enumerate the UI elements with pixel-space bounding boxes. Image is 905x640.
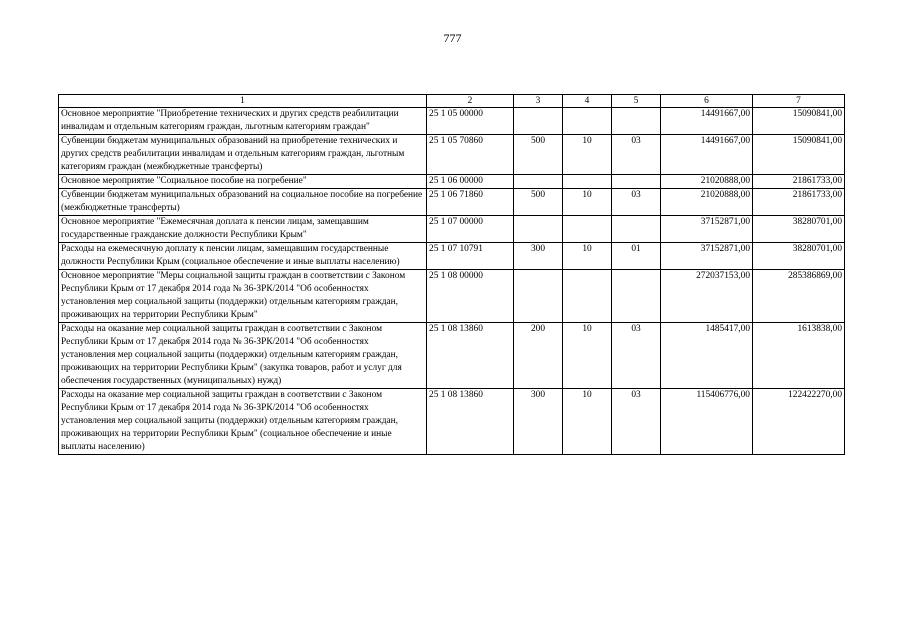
column-header: 7 xyxy=(753,95,845,108)
row-sum-col6: 1485417,00 xyxy=(661,323,753,389)
row-sum-col6: 21020888,00 xyxy=(661,175,753,189)
row-sum-col6: 272037153,00 xyxy=(661,270,753,323)
row-rz: 10 xyxy=(563,243,612,270)
row-sum-col6: 14491667,00 xyxy=(661,108,753,135)
row-code: 25 1 08 13860 xyxy=(427,323,514,389)
row-rz: 10 xyxy=(563,189,612,216)
row-name: Субвенции бюджетам муниципальных образований на социальное пособие на погребение (межбюджетные трансферты) xyxy=(59,189,427,216)
row-rz: 10 xyxy=(563,389,612,455)
row-sum-col7: 122422270,00 xyxy=(753,389,845,455)
row-vr xyxy=(514,175,563,189)
row-sum-col7: 21861733,00 xyxy=(753,175,845,189)
column-header: 2 xyxy=(427,95,514,108)
row-code: 25 1 07 00000 xyxy=(427,216,514,243)
row-pr: 03 xyxy=(612,323,661,389)
table-row xyxy=(59,108,845,135)
row-rz: 10 xyxy=(563,135,612,175)
row-sum-col6: 21020888,00 xyxy=(661,189,753,216)
row-rz xyxy=(563,108,612,135)
row-vr: 500 xyxy=(514,135,563,175)
row-vr xyxy=(514,108,563,135)
row-pr xyxy=(612,108,661,135)
header-row xyxy=(59,95,845,108)
row-sum-col7: 15090841,00 xyxy=(753,108,845,135)
row-vr xyxy=(514,216,563,243)
row-pr xyxy=(612,270,661,323)
row-sum-col7: 38280701,00 xyxy=(753,243,845,270)
row-name: Расходы на ежемесячную доплату к пенсии лицам, замещавшим государственные должности Республики Крым (социальное обеспечение и иные выплаты населению) xyxy=(59,243,427,270)
table-row xyxy=(59,135,845,175)
table-row xyxy=(59,389,845,455)
column-header: 4 xyxy=(563,95,612,108)
row-code: 25 1 07 10791 xyxy=(427,243,514,270)
row-name: Основное мероприятие "Ежемесячная доплата к пенсии лицам, замещавшим государственные гражданские должности Республики Крым" xyxy=(59,216,427,243)
table-row xyxy=(59,216,845,243)
column-header: 1 xyxy=(59,95,427,108)
budget-table xyxy=(58,94,845,455)
row-name: Основное мероприятие "Меры социальной защиты граждан в соответствии с Законом Республики Крым от 17 декабря 2014 года № 36-ЗРК/2014 "Об особенностях установления мер социальной защиты (поддержки) отдельным категориям граждан, проживающих на территории Республики Крым" xyxy=(59,270,427,323)
row-rz xyxy=(563,175,612,189)
row-sum-col6: 115406776,00 xyxy=(661,389,753,455)
table-row xyxy=(59,189,845,216)
row-vr xyxy=(514,270,563,323)
row-pr xyxy=(612,216,661,243)
table-row xyxy=(59,270,845,323)
row-vr: 300 xyxy=(514,389,563,455)
column-header: 5 xyxy=(612,95,661,108)
row-code: 25 1 08 00000 xyxy=(427,270,514,323)
row-name: Субвенции бюджетам муниципальных образований на приобретение технических и других средств реабилитации инвалидам и отдельным категориям граждан, льготным категориям граждан (межбюджетные трансферты) xyxy=(59,135,427,175)
row-vr: 200 xyxy=(514,323,563,389)
row-code: 25 1 08 13860 xyxy=(427,389,514,455)
row-rz xyxy=(563,216,612,243)
row-sum-col7: 1613838,00 xyxy=(753,323,845,389)
table-row xyxy=(59,243,845,270)
row-sum-col6: 37152871,00 xyxy=(661,243,753,270)
row-pr: 01 xyxy=(612,243,661,270)
row-code: 25 1 05 00000 xyxy=(427,108,514,135)
table-row xyxy=(59,323,845,389)
row-pr: 03 xyxy=(612,389,661,455)
row-pr: 03 xyxy=(612,189,661,216)
row-name: Расходы на оказание мер социальной защиты граждан в соответствии с Законом Республики Крым от 17 декабря 2014 года № 36-ЗРК/2014 "Об особенностях установления мер социальной защиты (поддержки) отдельным категориям граждан, проживающих на территории Республики Крым" (закупка товаров, работ и услуг для обеспечения государственных (муниципальных) нужд) xyxy=(59,323,427,389)
row-vr: 500 xyxy=(514,189,563,216)
row-pr: 03 xyxy=(612,135,661,175)
column-header: 6 xyxy=(661,95,753,108)
row-rz: 10 xyxy=(563,323,612,389)
page-number: 777 xyxy=(443,31,462,45)
row-name: Расходы на оказание мер социальной защиты граждан в соответствии с Законом Республики Крым от 17 декабря 2014 года № 36-ЗРК/2014 "Об особенностях установления мер социальной защиты (поддержки) отдельным категориям граждан, проживающих на территории Республики Крым" (социальное обеспечение и иные выплаты населению) xyxy=(59,389,427,455)
row-pr xyxy=(612,175,661,189)
row-code: 25 1 06 00000 xyxy=(427,175,514,189)
row-code: 25 1 06 71860 xyxy=(427,189,514,216)
row-vr: 300 xyxy=(514,243,563,270)
row-name: Основное мероприятие "Приобретение технических и других средств реабилитации инвалидам и отдельным категориям граждан, льготным категориям граждан" xyxy=(59,108,427,135)
row-sum-col6: 37152871,00 xyxy=(661,216,753,243)
row-sum-col7: 21861733,00 xyxy=(753,189,845,216)
table-row xyxy=(59,175,845,189)
row-sum-col7: 38280701,00 xyxy=(753,216,845,243)
row-sum-col7: 285386869,00 xyxy=(753,270,845,323)
row-code: 25 1 05 70860 xyxy=(427,135,514,175)
row-sum-col6: 14491667,00 xyxy=(661,135,753,175)
row-sum-col7: 15090841,00 xyxy=(753,135,845,175)
column-header: 3 xyxy=(514,95,563,108)
row-rz xyxy=(563,270,612,323)
row-name: Основное мероприятие "Социальное пособие на погребение" xyxy=(59,175,427,189)
